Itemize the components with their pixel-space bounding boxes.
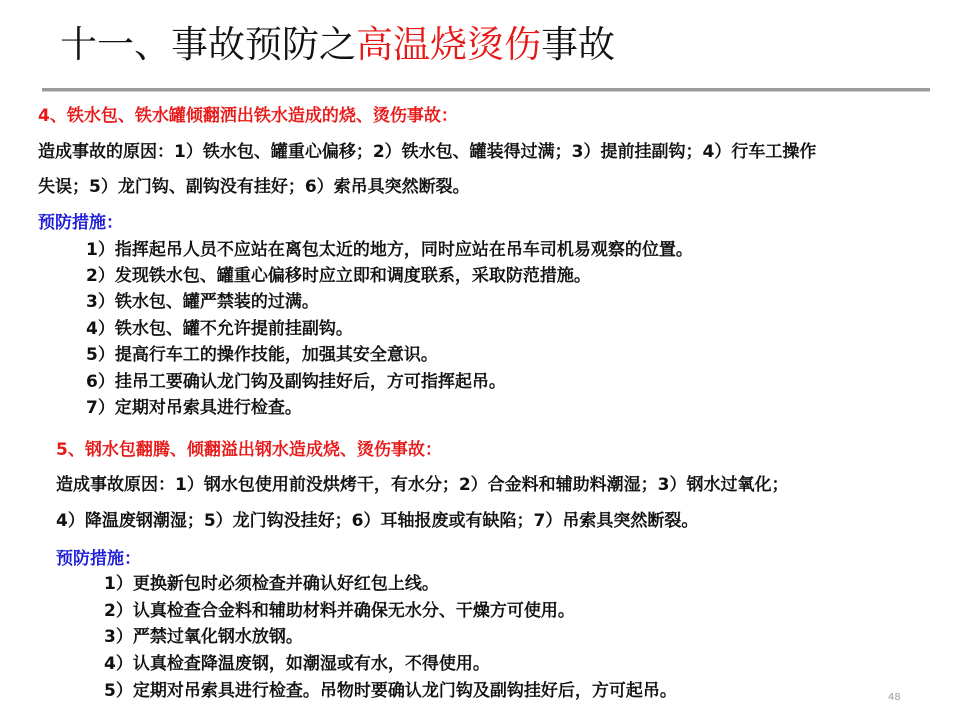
section1-measure-item: 2）发现铁水包、罐重心偏移时应立即和调度联系，采取防范措施。	[86, 266, 591, 286]
slide-title	[60, 16, 615, 74]
section2-measure-item: 3）严禁过氧化钢水放钢。	[104, 627, 303, 647]
section1-measure-item: 5）提高行车工的操作技能，加强其安全意识。	[86, 345, 438, 365]
section2-measure-item: 2）认真检查合金料和辅助材料并确保无水分、干燥方可使用。	[104, 601, 575, 621]
section2-measure-item: 5）定期对吊索具进行检查。吊物时要确认龙门钩及副钩挂好后，方可起吊。	[104, 681, 677, 701]
section1-measures-label: 预防措施：	[38, 213, 123, 233]
section2-cause-line: 造成事故原因：1）钢水包使用前没烘烤干，有水分；2）合金料和辅助料潮湿；3）钢水过氧化；	[56, 475, 789, 495]
section1-measure-item: 4）铁水包、罐不允许提前挂副钩。	[86, 319, 353, 339]
section1-cause-line: 失误；5）龙门钩、副钩没有挂好；6）索吊具突然断裂。	[38, 177, 470, 197]
section2-measure-item: 1）更换新包时必须检查并确认好红包上线。	[104, 574, 439, 594]
section1-measure-item: 1）指挥起吊人员不应站在离包太近的地方，同时应站在吊车司机易观察的位置。	[86, 240, 693, 260]
section2-measure-item: 4）认真检查降温废钢，如潮湿或有水，不得使用。	[104, 654, 490, 674]
section1-cause-line: 造成事故的原因：1）铁水包、罐重心偏移；2）铁水包、罐装得过满；3）提前挂副钩；4）行车工操作	[38, 142, 817, 162]
page-number: 48	[888, 692, 901, 703]
section1-measure-item: 6）挂吊工要确认龙门钩及副钩挂好后，方可指挥起吊。	[86, 372, 506, 392]
section1-measure-item: 7）定期对吊索具进行检查。	[86, 398, 302, 418]
title-divider	[42, 88, 930, 92]
section1-heading: 4、铁水包、铁水罐倾翻洒出铁水造成的烧、烫伤事故：	[38, 106, 458, 126]
section1-measure-item: 3）铁水包、罐严禁装的过满。	[86, 292, 319, 312]
title-suffix: 事故	[541, 23, 615, 66]
section2-heading: 5、钢水包翻腾、倾翻溢出钢水造成烧、烫伤事故：	[56, 440, 442, 460]
section2-measures-label: 预防措施：	[56, 549, 141, 569]
title-prefix: 十一、事故预防之	[60, 23, 356, 66]
title-highlight: 高温烧烫伤	[356, 23, 541, 66]
section2-cause-line: 4）降温废钢潮湿；5）龙门钩没挂好；6）耳轴报废或有缺陷；7）吊索具突然断裂。	[56, 511, 699, 531]
